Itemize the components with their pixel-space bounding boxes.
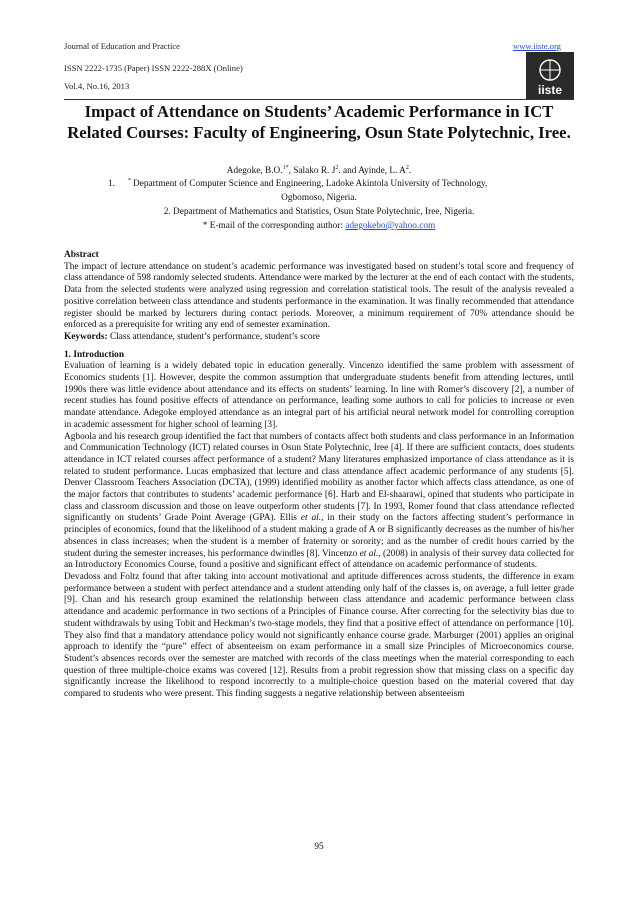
journal-url-link[interactable]: www.iiste.org xyxy=(513,41,561,51)
affiliation-2: 2. Department of Mathematics and Statistics, Osun State Polytechnic, Iree, Nigeria. xyxy=(163,207,475,217)
author-line: Adegoke, B.O.$^{1*}$, Salako R. $J^2$. and Ayinde, L. $A^2$. xyxy=(226,165,412,177)
page-number: 95 xyxy=(314,842,324,852)
email-link[interactable]: adegokebo@yahoo.com xyxy=(345,221,436,231)
paper-body xyxy=(64,250,574,701)
volume-line: Vol.4, No.16, 2013 xyxy=(64,81,130,91)
header-rule xyxy=(64,99,574,100)
abstract-heading: Abstract xyxy=(64,250,99,260)
abstract-text: The impact of lecture attendance on student’s academic performance was investigated based on student’s total score and frequency of class attendance of 598 randomly selected students. Attendance were marked by the lecturer at the end of each contact with the students, Data from the selected students were analyzed using regression and correlation statistical tools. The result of the analysis revealed a positive correlation between class attendance and students performance in the examination. It was finally recommended that attendance register should be marked by lecturers during contact periods. Moreover, a minimum requirement of 70% attendance should be enforced as a prerequisite for writing any end of semester examination. xyxy=(64,261,574,331)
corresponding-email: * E-mail of the corresponding author: adegokebo@yahoo.com xyxy=(202,221,436,231)
journal-name: Journal of Education and Practice xyxy=(64,41,180,51)
keywords-line: Keywords: Class attendance, student’s performance, student’s score xyxy=(64,331,320,342)
intro-paragraph-1: Evaluation of learning is a widely debated topic in education generally. Vincenzo identified the same problem with assessment of Economics students [1]. However, despite the common assumption that undergraduate students benefit from attending lectures, until 1990s there was little evidence about attendance and its effects on students’ learning. In line with Romer’s discovery [2], a number of recent studies has found positive effects of attendance on performance, leading some authors to call for policies to increase or even mandate attendance. Adegoke employed attendance as an integral part of his artificial neural network model for controlling corruption in academic assessment for higher school of learning [3]. xyxy=(64,361,574,430)
logo-text: iiste xyxy=(537,83,563,97)
iiste-logo-icon xyxy=(526,52,574,100)
paper-page: Journal of Education and Practice ISSN 2222-1735 (Paper) ISSN 2222-288X (Online) Vol.4, No.16, 2013 www.iiste.org iiste Impact of Attendance on Students’ Academic Performance in ICT Related Courses: Faculty of Engineering, Osun State Polytechnic, Iree. Adegoke, B.O.$^{1*}$, Salako R. $J^2$. and Ayinde, L. $A^2$. 1. * Department of Computer Science and Engineering, Ladoke Akintola University of Technology, Ogbomoso, Nigeria. 2. Department of Mathematics and Statistics, Osun State Polytechnic, Iree, Nigeria. * E-mail of the corresponding author: adegokebo@yahoo.com Abstract The impact of lecture attendance on student’s academic performance was investigated based on student’s total score and frequency of class attendance of 598 randomly selected students. Attendance were marked by the lecturer at the end of each contact with the students, Data from the selected students were analyzed using regression and correlation statistical tools. The result of the analysis revealed a positive correlation between class attendance and students performance in the examination. It was finally recommended that attendance register should be marked by lecturers during contact periods. Moreover, a minimum requirement of 70% attendance should be enforced as a prerequisite for writing any end of semester examination. Keywords: Class attendance, student’s performance, student’s score 1. Introduction Evaluation of learning is a widely debated topic in education generally. Vincenzo identified the same problem with assessment of Economics students [1]. However, despite the common assumption that undergraduate students benefit from attending lectures, until 1990s there was little evidence about attendance and its effects on students’ learning. In line with Romer’s discovery [2], a number of recent studies has found positive effects of attendance on performance, leading some authors to call for policies to increase or even mandate attendance. Adegoke employed attendance as an integral part of his artificial neural network model for controlling corruption in academic assessment for higher school of learning [3]. Agboola and his research group identified the fact that numbers of contacts affect both students and class performance in an Information and Communication Technology (ICT) related courses in Osun State Polytechnic, Iree [4]. If there are sufficient contacts, does students attendance in ICT related courses affect performance of a student? Many literatures emphasized importance of class attendance as it is related to student performance. Lucas emphasized that lecture and class attendance affect academic performance of any students [5]. Denver Classroom Teachers Association (DCTA), (1999) identified mobility as another factor which affects class attendance, as one of the major factors that contributes to students’ academic performance [6]. Harb and El-shaarawi, opined that students who participate in class and classroom discussion and those on leave outperform other students [7]. In 1993, Romer found that class attendance reflected significantly on students’ Grade Point Average (GPA). Ellis et al., in their study on the factors affecting student’s performance in principles of economics, found that the likelihood of a student making a grade of A or B significantly decreases as the number of his/her absences in class increases; when the student is a member of fraternity or sorority; and as the number of credit hours carried by the student during the semester increases, his performance dwindles [8]. Vincenzo et al., (2008) in analysis of their survey data collected for an Introductory Economics Course, found a positive and significant effect of attendance on academic performance of students. Devadoss and Foltz found that after taking into account motivational and aptitude differences across students, the difference in exam performance between a student with perfect attendance and a student attending only half of the classes is, on average, a full letter grade [9]. Chan and his research group examined the relationship between class attendance and academic performance between class attendance and academic performance in two sections of a Principles of Finance course. After correcting for the selectivity bias due to student withdrawals by using Tobit and Heckman’s two-stage models, they find that a positive effect of attendance on performance [10]. They also find that a mandatory attendance policy would not significantly enhance course grade. Marburger (2001) applies an original approach to identify the “pure” effect of absenteeism on exam performance in a small size Principles of Microeconomics course. Student’s absences records over the semester are matched with records of the class meetings when the material corresponding to each question of three multiple-choice exams was covered [12]. Results from a probit regression show that missing class on a specific day significantly increase the likelihood to respond incorrectly to a multiple-choice question based on the material covered that day compared to students who were present. This finding suggests a negative relationship between absenteeism 95 xyxy=(0,0,638,903)
paper-title: Impact of Attendance on Students’ Academic Performance in ICT Related Courses: Faculty of Engineering, Osun State Polytechnic, Iree. xyxy=(67,102,571,142)
issn-line: ISSN 2222-1735 (Paper) ISSN 2222-288X (Online) xyxy=(64,63,243,73)
intro-paragraph-3: Devadoss and Foltz found that after taking into account motivational and aptitude differences across students, the difference in exam performance between a student with perfect attendance and a student attending only half of the classes is, on average, a full letter grade [9]. Chan and his research group examined the relationship between class attendance and academic performance between class attendance and academic performance in two sections of a Principles of Finance course. After correcting for the selectivity bias due to student withdrawals by using Tobit and Heckman’s two-stage models, they find that a positive effect of attendance on performance [10]. They also find that a mandatory attendance policy would not significantly enhance course grade. Marburger (2001) applies an original approach to identify the “pure” effect of absenteeism on exam performance in a small size Principles of Microeconomics course. Student’s absences records over the semester are matched with records of the class meetings when the material corresponding to each question of three multiple-choice exams was covered [12]. Results from a probit regression show that missing class on a specific day significantly increase the likelihood to respond incorrectly to a multiple-choice question based on the material covered that day compared to students who were present. This finding suggests a negative relationship between absenteeism xyxy=(64,571,574,700)
affiliation-1-city: Ogbomoso, Nigeria. xyxy=(281,193,357,203)
section-heading-introduction: 1. Introduction xyxy=(64,349,125,360)
intro-paragraph-2: Agboola and his research group identified the fact that numbers of contacts affect both students and class performance in an Information and Communication Technology (ICT) related courses in Osun State Polytechnic, Iree [4]. If there are sufficient contacts, does students attendance in ICT related courses affect performance of a student? Many literatures emphasized importance of class attendance as it is related to student performance. Lucas emphasized that lecture and class attendance affect academic performance of any students [5]. Denver Classroom Teachers Association (DCTA), (1999) identified mobility as another factor which affects class attendance, as one of the major factors that contributes to students’ academic performance [6]. Harb and El-shaarawi, opined that students who participate in class and classroom discussion and those on leave outperform other students [7]. In 1993, Romer found that class attendance reflected significantly on students’ Grade Point Average (GPA). Ellis et al., in their study on the factors affecting student’s performance in principles of economics, found that the likelihood of a student making a grade of A or B significantly decreases as the number of his/her absences in class increases; when the student is a member of fraternity or sorority; and as the number of credit hours carried by the student during the semester increases, his performance dwindles [8]. Vincenzo et al., (2008) in analysis of their survey data collected for an Introductory Economics Course, found a positive and significant effect of attendance on academic performance of students. xyxy=(64,431,574,571)
